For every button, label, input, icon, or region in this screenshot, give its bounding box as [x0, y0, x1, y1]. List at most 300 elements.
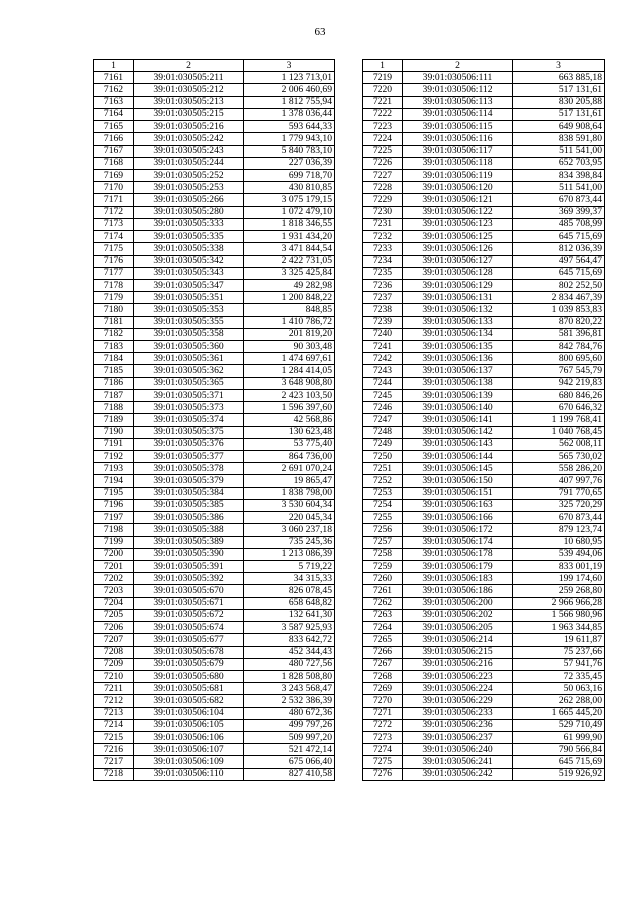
value-cell: 790 566,84	[513, 744, 605, 756]
value-cell: 1 284 414,05	[244, 365, 335, 377]
row-number-cell: 7221	[363, 96, 403, 108]
value-cell: 1 040 768,45	[513, 426, 605, 438]
row-number-cell: 7162	[94, 84, 134, 96]
row-number-cell: 7189	[94, 414, 134, 426]
cadastral-number-cell: 39:01:030505:672	[134, 609, 244, 621]
table-row	[363, 206, 605, 218]
row-number-cell: 7209	[94, 658, 134, 670]
row-number-cell: 7259	[363, 560, 403, 572]
value-cell: 430 810,85	[244, 182, 335, 194]
row-number-cell: 7201	[94, 560, 134, 572]
cadastral-number-cell: 39:01:030506:151	[403, 487, 513, 499]
cadastral-number-cell: 39:01:030505:347	[134, 279, 244, 291]
table-row	[363, 121, 605, 133]
cadastral-number-cell: 39:01:030506:120	[403, 182, 513, 194]
value-cell: 1 818 346,55	[244, 218, 335, 230]
cadastral-number-cell: 39:01:030505:388	[134, 524, 244, 536]
value-cell: 220 045,34	[244, 512, 335, 524]
table-row	[94, 243, 335, 255]
value-cell: 565 730,02	[513, 451, 605, 463]
table-row	[363, 646, 605, 658]
value-cell: 49 282,98	[244, 279, 335, 291]
value-cell: 1 039 853,83	[513, 304, 605, 316]
value-cell: 942 219,83	[513, 377, 605, 389]
value-cell: 802 252,50	[513, 279, 605, 291]
row-number-cell: 7238	[363, 304, 403, 316]
row-number-cell: 7225	[363, 145, 403, 157]
row-number-cell: 7248	[363, 426, 403, 438]
column-header-number: 1	[363, 60, 403, 72]
value-cell: 10 680,95	[513, 536, 605, 548]
value-cell: 2 422 731,05	[244, 255, 335, 267]
table-row	[363, 84, 605, 96]
cadastral-number-cell: 39:01:030505:385	[134, 499, 244, 511]
table-row	[94, 609, 335, 621]
row-number-cell: 7210	[94, 670, 134, 682]
row-number-cell: 7195	[94, 487, 134, 499]
value-cell: 3 530 604,34	[244, 499, 335, 511]
value-cell: 680 846,26	[513, 389, 605, 401]
value-cell: 485 708,99	[513, 218, 605, 230]
table-row	[363, 463, 605, 475]
row-number-cell: 7193	[94, 463, 134, 475]
value-cell: 870 820,22	[513, 316, 605, 328]
cadastral-number-cell: 39:01:030506:242	[403, 768, 513, 780]
cadastral-number-cell: 39:01:030505:244	[134, 157, 244, 169]
value-cell: 670 873,44	[513, 194, 605, 206]
row-number-cell: 7227	[363, 169, 403, 181]
value-cell: 558 286,20	[513, 463, 605, 475]
table-row	[363, 560, 605, 572]
cadastral-number-cell: 39:01:030505:252	[134, 169, 244, 181]
table-row	[94, 145, 335, 157]
cadastral-number-cell: 39:01:030505:216	[134, 121, 244, 133]
row-number-cell: 7170	[94, 182, 134, 194]
cadastral-number-cell: 39:01:030505:266	[134, 194, 244, 206]
value-cell: 1 596 397,60	[244, 402, 335, 414]
value-cell: 649 908,64	[513, 121, 605, 133]
row-number-cell: 7199	[94, 536, 134, 548]
cadastral-number-cell: 39:01:030506:200	[403, 597, 513, 609]
value-cell: 833 001,19	[513, 560, 605, 572]
row-number-cell: 7251	[363, 463, 403, 475]
cadastral-number-cell: 39:01:030506:115	[403, 121, 513, 133]
cadastral-number-cell: 39:01:030505:355	[134, 316, 244, 328]
cadastral-number-cell: 39:01:030506:137	[403, 365, 513, 377]
column-header-value: 3	[244, 60, 335, 72]
cadastral-number-cell: 39:01:030506:111	[403, 72, 513, 84]
table-row	[363, 377, 605, 389]
row-number-cell: 7212	[94, 695, 134, 707]
table-row	[94, 487, 335, 499]
value-cell: 3 243 568,47	[244, 683, 335, 695]
table-row	[94, 597, 335, 609]
cadastral-number-cell: 39:01:030505:682	[134, 695, 244, 707]
table-row	[94, 512, 335, 524]
value-cell: 90 303,48	[244, 341, 335, 353]
cadastral-number-cell: 39:01:030506:119	[403, 169, 513, 181]
value-cell: 3 075 179,15	[244, 194, 335, 206]
cadastral-number-cell: 39:01:030506:112	[403, 84, 513, 96]
cadastral-number-cell: 39:01:030506:172	[403, 524, 513, 536]
row-number-cell: 7257	[363, 536, 403, 548]
table-row	[363, 426, 605, 438]
value-cell: 675 066,40	[244, 756, 335, 768]
value-cell: 34 315,33	[244, 573, 335, 585]
table-row	[363, 622, 605, 634]
cadastral-number-cell: 39:01:030506:145	[403, 463, 513, 475]
table-row	[363, 194, 605, 206]
row-number-cell: 7168	[94, 157, 134, 169]
table-row	[363, 255, 605, 267]
table-row	[94, 499, 335, 511]
row-number-cell: 7204	[94, 597, 134, 609]
table-row	[94, 365, 335, 377]
cadastral-number-cell: 39:01:030505:253	[134, 182, 244, 194]
value-cell: 3 471 844,54	[244, 243, 335, 255]
row-number-cell: 7273	[363, 732, 403, 744]
value-cell: 2 423 103,50	[244, 389, 335, 401]
value-cell: 3 587 925,93	[244, 622, 335, 634]
cadastral-number-cell: 39:01:030505:377	[134, 451, 244, 463]
row-number-cell: 7247	[363, 414, 403, 426]
table-row	[94, 548, 335, 560]
row-number-cell: 7217	[94, 756, 134, 768]
cadastral-number-cell: 39:01:030506:216	[403, 658, 513, 670]
table-row	[363, 487, 605, 499]
row-number-cell: 7183	[94, 341, 134, 353]
cadastral-number-cell: 39:01:030506:140	[403, 402, 513, 414]
table-row	[363, 353, 605, 365]
cadastral-number-cell: 39:01:030506:237	[403, 732, 513, 744]
value-cell: 834 398,84	[513, 169, 605, 181]
table-row	[363, 72, 605, 84]
cadastral-number-cell: 39:01:030505:353	[134, 304, 244, 316]
value-cell: 1 213 086,39	[244, 548, 335, 560]
row-number-cell: 7233	[363, 243, 403, 255]
value-cell: 670 873,44	[513, 512, 605, 524]
cadastral-number-cell: 39:01:030506:141	[403, 414, 513, 426]
cadastral-number-cell: 39:01:030506:143	[403, 438, 513, 450]
table-row	[363, 133, 605, 145]
row-number-cell: 7261	[363, 585, 403, 597]
cadastral-number-cell: 39:01:030506:104	[134, 707, 244, 719]
table-row	[94, 585, 335, 597]
table-row	[363, 732, 605, 744]
row-number-cell: 7249	[363, 438, 403, 450]
value-cell: 645 715,69	[513, 756, 605, 768]
value-cell: 1 123 713,01	[244, 72, 335, 84]
row-number-cell: 7272	[363, 719, 403, 731]
row-number-cell: 7270	[363, 695, 403, 707]
row-number-cell: 7231	[363, 218, 403, 230]
value-cell: 879 123,74	[513, 524, 605, 536]
cadastral-number-cell: 39:01:030505:389	[134, 536, 244, 548]
value-cell: 830 205,88	[513, 96, 605, 108]
table-row	[94, 536, 335, 548]
row-number-cell: 7214	[94, 719, 134, 731]
value-cell: 593 644,33	[244, 121, 335, 133]
cadastral-number-cell: 39:01:030505:213	[134, 96, 244, 108]
cadastral-number-cell: 39:01:030506:116	[403, 133, 513, 145]
cadastral-number-cell: 39:01:030506:241	[403, 756, 513, 768]
row-number-cell: 7198	[94, 524, 134, 536]
cadastral-number-cell: 39:01:030506:236	[403, 719, 513, 731]
row-number-cell: 7207	[94, 634, 134, 646]
table-row	[94, 695, 335, 707]
cadastral-number-cell: 39:01:030506:105	[134, 719, 244, 731]
table-row	[94, 524, 335, 536]
row-number-cell: 7262	[363, 597, 403, 609]
table-row	[94, 279, 335, 291]
table-row	[94, 732, 335, 744]
cadastral-number-cell: 39:01:030505:342	[134, 255, 244, 267]
cadastral-number-cell: 39:01:030506:138	[403, 377, 513, 389]
cadastral-number-cell: 39:01:030506:125	[403, 231, 513, 243]
cadastral-number-cell: 39:01:030506:205	[403, 622, 513, 634]
cadastral-number-cell: 39:01:030505:390	[134, 548, 244, 560]
row-number-cell: 7240	[363, 328, 403, 340]
row-number-cell: 7224	[363, 133, 403, 145]
value-cell: 767 545,79	[513, 365, 605, 377]
cadastral-number-cell: 39:01:030505:391	[134, 560, 244, 572]
table-row	[363, 389, 605, 401]
value-cell: 1 963 344,85	[513, 622, 605, 634]
value-cell: 670 646,32	[513, 402, 605, 414]
row-number-cell: 7213	[94, 707, 134, 719]
table-row	[363, 316, 605, 328]
row-number-cell: 7276	[363, 768, 403, 780]
table-row	[94, 328, 335, 340]
value-cell: 842 784,76	[513, 341, 605, 353]
value-cell: 57 941,76	[513, 658, 605, 670]
cadastral-number-cell: 39:01:030506:135	[403, 341, 513, 353]
value-cell: 1 474 697,61	[244, 353, 335, 365]
cadastral-number-cell: 39:01:030506:174	[403, 536, 513, 548]
row-number-cell: 7275	[363, 756, 403, 768]
table-row	[94, 341, 335, 353]
value-cell: 2 532 386,39	[244, 695, 335, 707]
value-cell: 497 564,47	[513, 255, 605, 267]
cadastral-number-cell: 39:01:030505:351	[134, 292, 244, 304]
row-number-cell: 7223	[363, 121, 403, 133]
table-row	[94, 622, 335, 634]
row-number-cell: 7228	[363, 182, 403, 194]
value-cell: 1 931 434,20	[244, 231, 335, 243]
cadastral-number-cell: 39:01:030506:166	[403, 512, 513, 524]
cadastral-number-cell: 39:01:030506:128	[403, 267, 513, 279]
cadastral-number-cell: 39:01:030506:179	[403, 560, 513, 572]
table-row	[94, 475, 335, 487]
cadastral-number-cell: 39:01:030505:386	[134, 512, 244, 524]
column-header-value: 3	[513, 60, 605, 72]
value-cell: 61 999,90	[513, 732, 605, 744]
value-cell: 652 703,95	[513, 157, 605, 169]
cadastral-number-cell: 39:01:030506:106	[134, 732, 244, 744]
cadastral-number-cell: 39:01:030506:131	[403, 292, 513, 304]
column-header-cadastral-number: 2	[403, 60, 513, 72]
row-number-cell: 7196	[94, 499, 134, 511]
cadastral-number-cell: 39:01:030506:110	[134, 768, 244, 780]
cadastral-number-cell: 39:01:030505:243	[134, 145, 244, 157]
value-cell: 499 797,26	[244, 719, 335, 731]
table-row	[363, 267, 605, 279]
table-row	[94, 157, 335, 169]
row-number-cell: 7174	[94, 231, 134, 243]
row-number-cell: 7211	[94, 683, 134, 695]
row-number-cell: 7186	[94, 377, 134, 389]
table-row	[94, 756, 335, 768]
row-number-cell: 7179	[94, 292, 134, 304]
cadastral-number-cell: 39:01:030506:142	[403, 426, 513, 438]
table-row	[94, 169, 335, 181]
cadastral-number-cell: 39:01:030506:109	[134, 756, 244, 768]
table-row	[94, 438, 335, 450]
table-row	[363, 634, 605, 646]
table-row	[94, 658, 335, 670]
row-number-cell: 7190	[94, 426, 134, 438]
cadastral-number-cell: 39:01:030505:671	[134, 597, 244, 609]
value-cell: 511 541,00	[513, 182, 605, 194]
table-row	[363, 475, 605, 487]
value-cell: 864 736,00	[244, 451, 335, 463]
table-row	[94, 353, 335, 365]
cadastral-number-cell: 39:01:030506:233	[403, 707, 513, 719]
data-table-left	[93, 59, 335, 781]
row-number-cell: 7165	[94, 121, 134, 133]
table-row	[94, 96, 335, 108]
value-cell: 259 268,80	[513, 585, 605, 597]
cadastral-number-cell: 39:01:030506:113	[403, 96, 513, 108]
cadastral-number-cell: 39:01:030506:122	[403, 206, 513, 218]
value-cell: 827 410,58	[244, 768, 335, 780]
cadastral-number-cell: 39:01:030505:670	[134, 585, 244, 597]
row-number-cell: 7167	[94, 145, 134, 157]
table-row	[363, 157, 605, 169]
row-number-cell: 7171	[94, 194, 134, 206]
cadastral-number-cell: 39:01:030506:126	[403, 243, 513, 255]
value-cell: 262 288,00	[513, 695, 605, 707]
table-row	[94, 707, 335, 719]
row-number-cell: 7232	[363, 231, 403, 243]
table-row	[94, 719, 335, 731]
column-header-cadastral-number: 2	[134, 60, 244, 72]
table-row	[363, 536, 605, 548]
row-number-cell: 7271	[363, 707, 403, 719]
row-number-cell: 7239	[363, 316, 403, 328]
table-row	[363, 585, 605, 597]
table-row	[94, 206, 335, 218]
value-cell: 19 865,47	[244, 475, 335, 487]
cadastral-number-cell: 39:01:030505:365	[134, 377, 244, 389]
table-row	[94, 463, 335, 475]
table-row	[94, 670, 335, 682]
table-row	[363, 658, 605, 670]
value-cell: 19 611,87	[513, 634, 605, 646]
row-number-cell: 7274	[363, 744, 403, 756]
cadastral-number-cell: 39:01:030505:376	[134, 438, 244, 450]
row-number-cell: 7166	[94, 133, 134, 145]
cadastral-number-cell: 39:01:030506:144	[403, 451, 513, 463]
value-cell: 1 828 508,80	[244, 670, 335, 682]
table-row	[94, 573, 335, 585]
cadastral-number-cell: 39:01:030506:127	[403, 255, 513, 267]
cadastral-number-cell: 39:01:030506:114	[403, 108, 513, 120]
row-number-cell: 7226	[363, 157, 403, 169]
cadastral-number-cell: 39:01:030506:223	[403, 670, 513, 682]
table-header-row	[94, 60, 335, 72]
cadastral-number-cell: 39:01:030506:215	[403, 646, 513, 658]
table-row	[363, 402, 605, 414]
cadastral-number-cell: 39:01:030505:681	[134, 683, 244, 695]
row-number-cell: 7234	[363, 255, 403, 267]
cadastral-number-cell: 39:01:030505:211	[134, 72, 244, 84]
cadastral-number-cell: 39:01:030506:150	[403, 475, 513, 487]
table-row	[363, 292, 605, 304]
row-number-cell: 7244	[363, 377, 403, 389]
value-cell: 645 715,69	[513, 267, 605, 279]
row-number-cell: 7215	[94, 732, 134, 744]
row-number-cell: 7242	[363, 353, 403, 365]
row-number-cell: 7254	[363, 499, 403, 511]
value-cell: 517 131,61	[513, 108, 605, 120]
row-number-cell: 7269	[363, 683, 403, 695]
row-number-cell: 7202	[94, 573, 134, 585]
table-row	[363, 145, 605, 157]
value-cell: 50 063,16	[513, 683, 605, 695]
value-cell: 1 072 479,10	[244, 206, 335, 218]
value-cell: 227 036,39	[244, 157, 335, 169]
table-row	[363, 169, 605, 181]
row-number-cell: 7266	[363, 646, 403, 658]
table-row	[363, 438, 605, 450]
value-cell: 5 719,22	[244, 560, 335, 572]
table-row	[363, 548, 605, 560]
value-cell: 5 840 783,10	[244, 145, 335, 157]
cadastral-number-cell: 39:01:030506:129	[403, 279, 513, 291]
table-row	[363, 231, 605, 243]
value-cell: 539 494,06	[513, 548, 605, 560]
value-cell: 833 642,72	[244, 634, 335, 646]
cadastral-number-cell: 39:01:030506:139	[403, 389, 513, 401]
value-cell: 2 691 070,24	[244, 463, 335, 475]
row-number-cell: 7185	[94, 365, 134, 377]
row-number-cell: 7180	[94, 304, 134, 316]
column-header-number: 1	[94, 60, 134, 72]
value-cell: 645 715,69	[513, 231, 605, 243]
cadastral-number-cell: 39:01:030505:674	[134, 622, 244, 634]
cadastral-number-cell: 39:01:030505:371	[134, 389, 244, 401]
cadastral-number-cell: 39:01:030505:361	[134, 353, 244, 365]
cadastral-number-cell: 39:01:030505:280	[134, 206, 244, 218]
value-cell: 2 834 467,39	[513, 292, 605, 304]
row-number-cell: 7245	[363, 389, 403, 401]
value-cell: 663 885,18	[513, 72, 605, 84]
table-row	[363, 683, 605, 695]
row-number-cell: 7255	[363, 512, 403, 524]
table-row	[363, 414, 605, 426]
cadastral-number-cell: 39:01:030505:679	[134, 658, 244, 670]
table-row	[94, 389, 335, 401]
table-row	[363, 243, 605, 255]
row-number-cell: 7222	[363, 108, 403, 120]
value-cell: 1 665 445,20	[513, 707, 605, 719]
table-row	[363, 670, 605, 682]
value-cell: 132 641,30	[244, 609, 335, 621]
cadastral-number-cell: 39:01:030505:392	[134, 573, 244, 585]
value-cell: 72 335,45	[513, 670, 605, 682]
value-cell: 838 591,80	[513, 133, 605, 145]
